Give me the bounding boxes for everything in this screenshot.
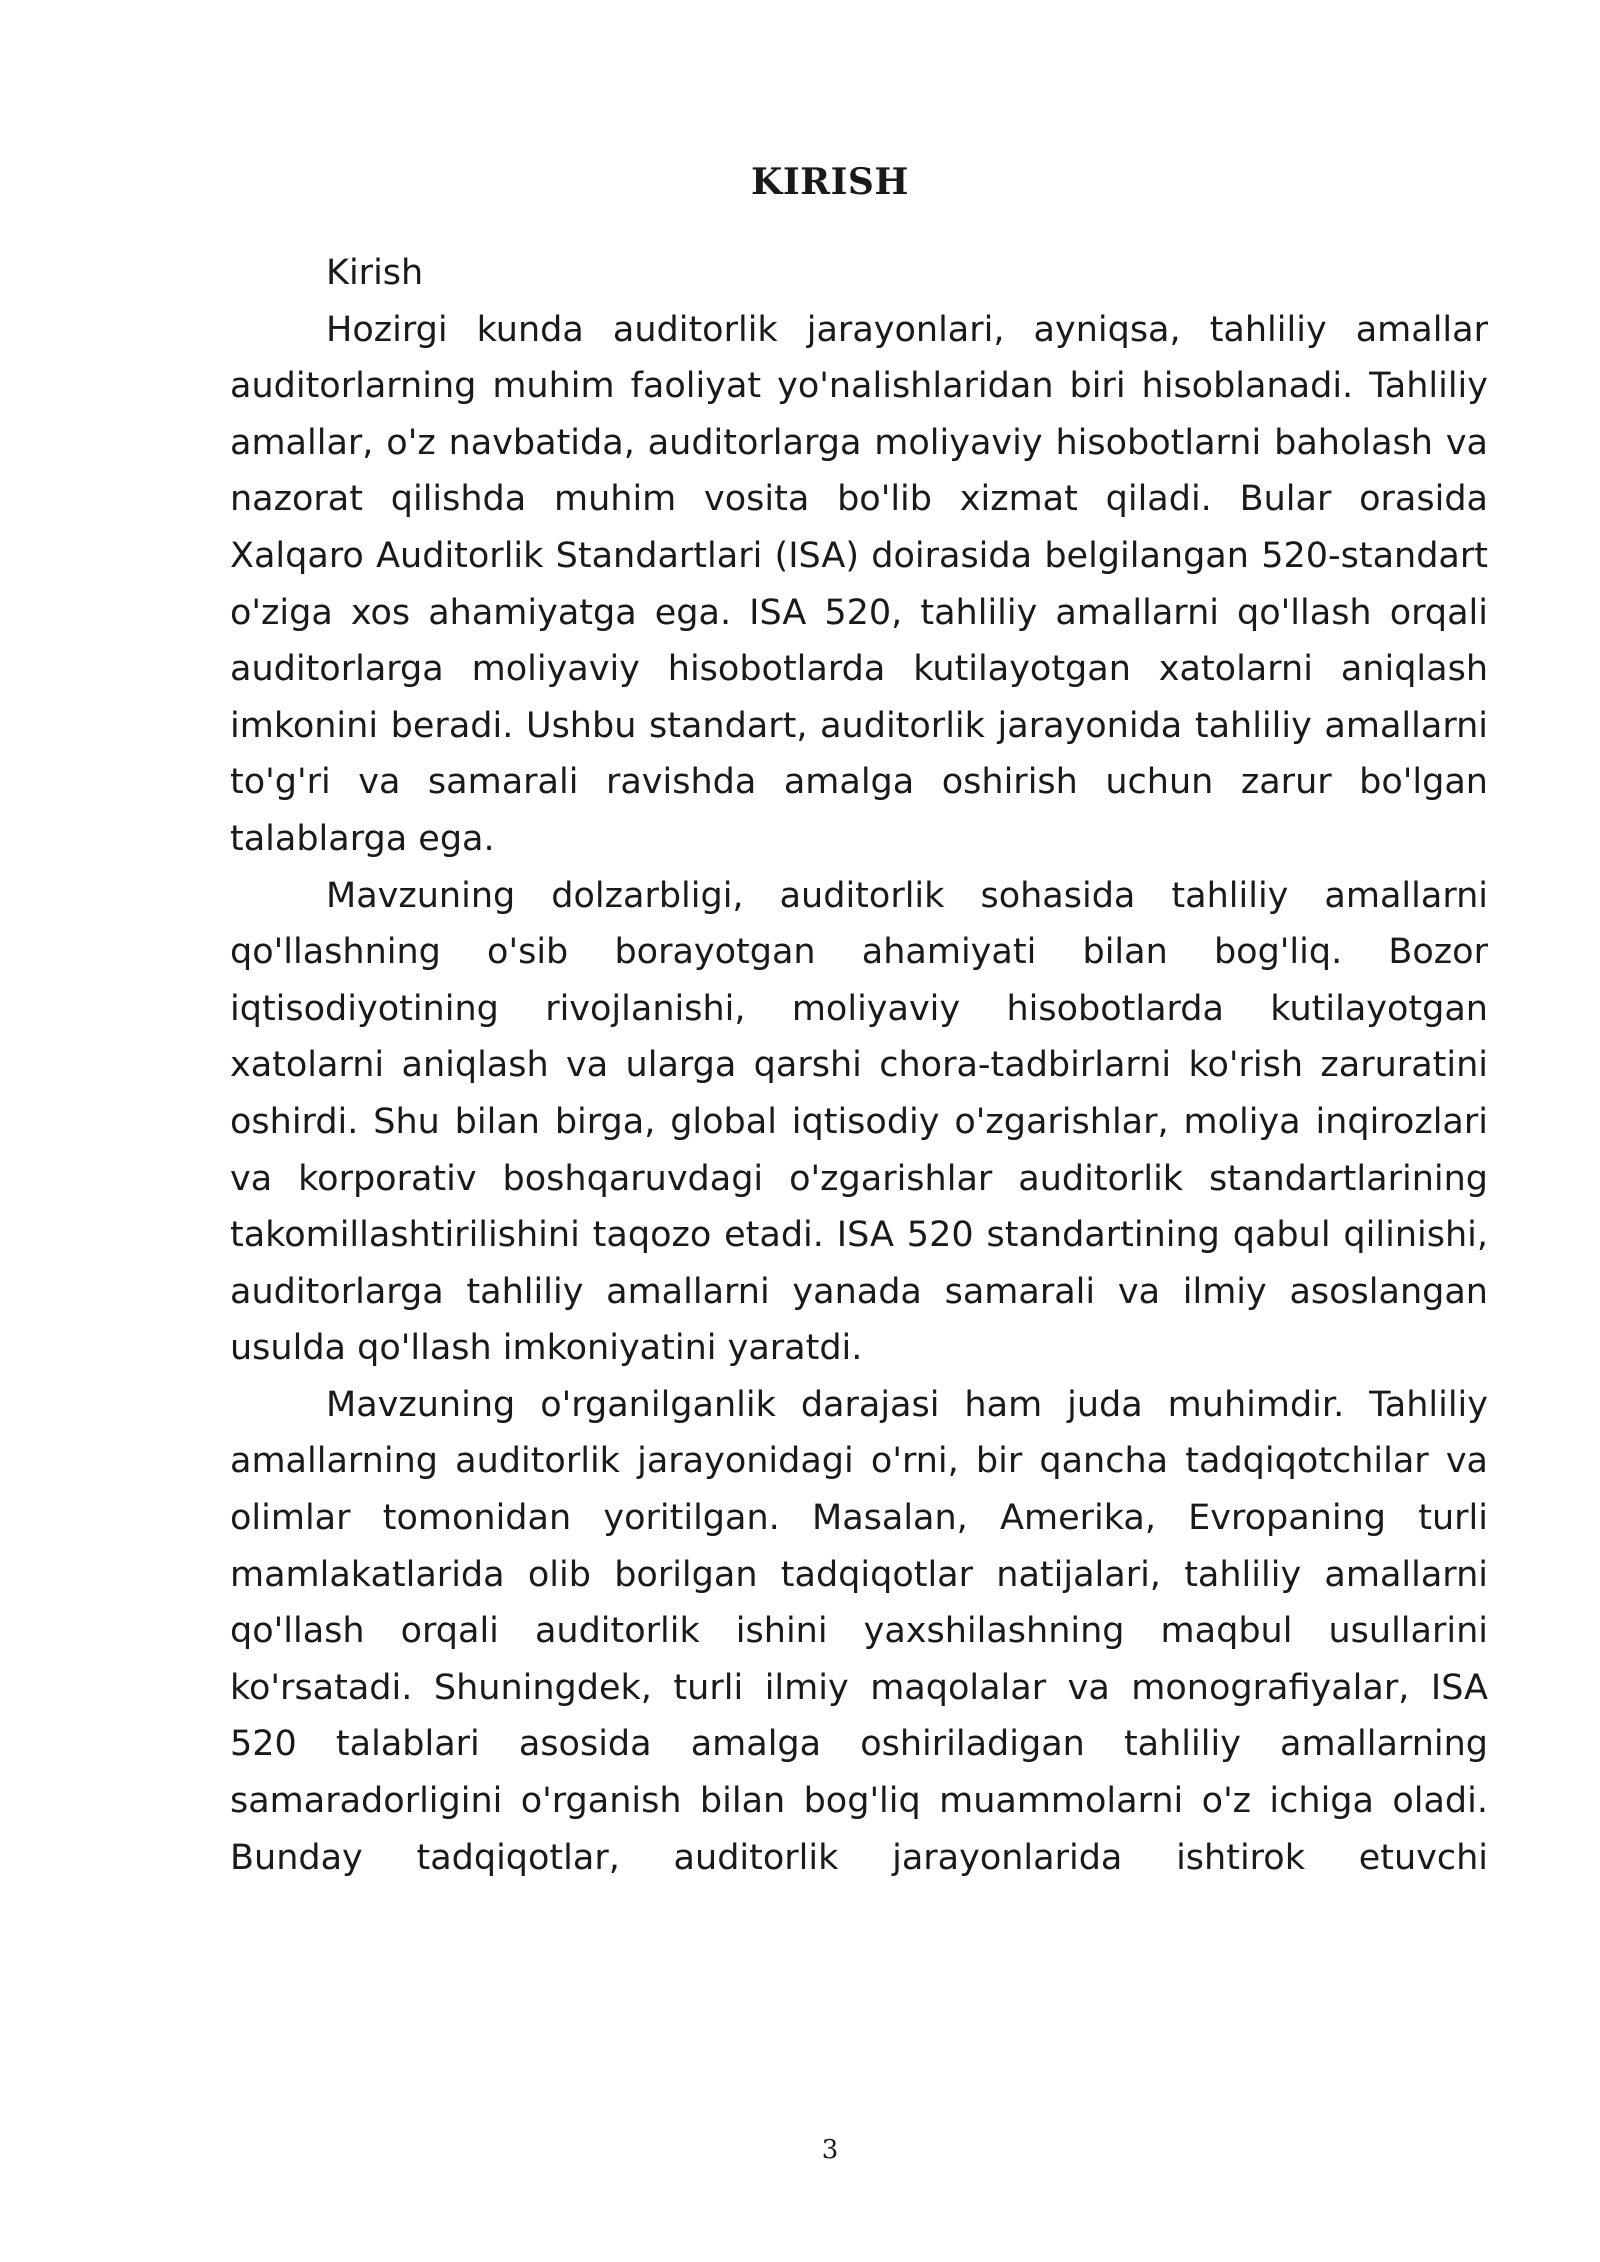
section-heading: KIRISH xyxy=(751,161,909,203)
paragraph-study-level: Mavzuning o'rganilganlik darajasi ham juda muhimdir. Tahliliy amallarning auditorlik jarayonidagi o'rni, bir qancha tadqiqotchilar va olimlar tomonidan yoritilgan. Masalan, Amerika, Evropaning turli mamlakatlarida olib borilgan tadqiqotlar natijalari, tahliliy amallarni qo'llash orqali auditorlik ishini yaxshilashning maqbul usullarini ko'rsatadi. Shuningdek, turli ilmiy maqolalar va monografiyalar, ISA 520 talablari asosida amalga oshiriladigan tahliliy amallarning samaradorligini o'rganish bilan bog'liq muammolarni o'z ichiga oladi. Bunday tadqiqotlar, auditorlik jarayonlarida ishtirok etuvchi xyxy=(230,1384,1488,1878)
paragraph-intro-label: Kirish xyxy=(326,253,424,293)
paragraph-relevance: Mavzuning dolzarbligi, auditorlik sohasida tahliliy amallarni qo'llashning o'sib borayotgan ahamiyati bilan bog'liq. Bozor iqtisodiyotining rivojlanishi, moliyaviy hisobotlarda kutilayotgan xatolarni aniqlash va ularga qarshi chora-tadbirlarni ko'rish zaruratini oshirdi. Shu bilan birga, global iqtisodiy o'zgarishlar, moliya inqirozlari va korporativ boshqaruvdagi o'zgarishlar auditorlik standartlarining takomillashtirilishini taqozo etadi. ISA 520 standartining qabul qilinishi, auditorlarga tahliliy amallarni yanada samarali va ilmiy asoslangan usulda qo'llash imkoniyatini yaratdi. xyxy=(230,875,1488,1369)
paragraph-overview: Hozirgi kunda auditorlik jarayonlari, ayniqsa, tahliliy amallar auditorlarning muhim faoliyat yo'nalishlaridan biri hisoblanadi. Tahliliy amallar, o'z navbatida, auditorlarga moliyaviy hisobotlarni baholash va nazorat qilishda muhim vosita bo'lib xizmat qiladi. Bular orasida Xalqaro Auditorlik Standartlari (ISA) doirasida belgilangan 520-standart o'ziga xos ahamiyatga ega. ISA 520, tahliliy amallarni qo'llash orqali auditorlarga moliyaviy hisobotlarda kutilayotgan xatolarni aniqlash imkonini beradi. Ushbu standart, auditorlik jarayonida tahliliy amallarni to'g'ri va samarali ravishda amalga oshirish uchun zarur bo'lgan talablarga ega. xyxy=(230,309,1488,859)
body-text xyxy=(230,245,1488,1886)
page-number: 3 xyxy=(821,2135,839,2165)
